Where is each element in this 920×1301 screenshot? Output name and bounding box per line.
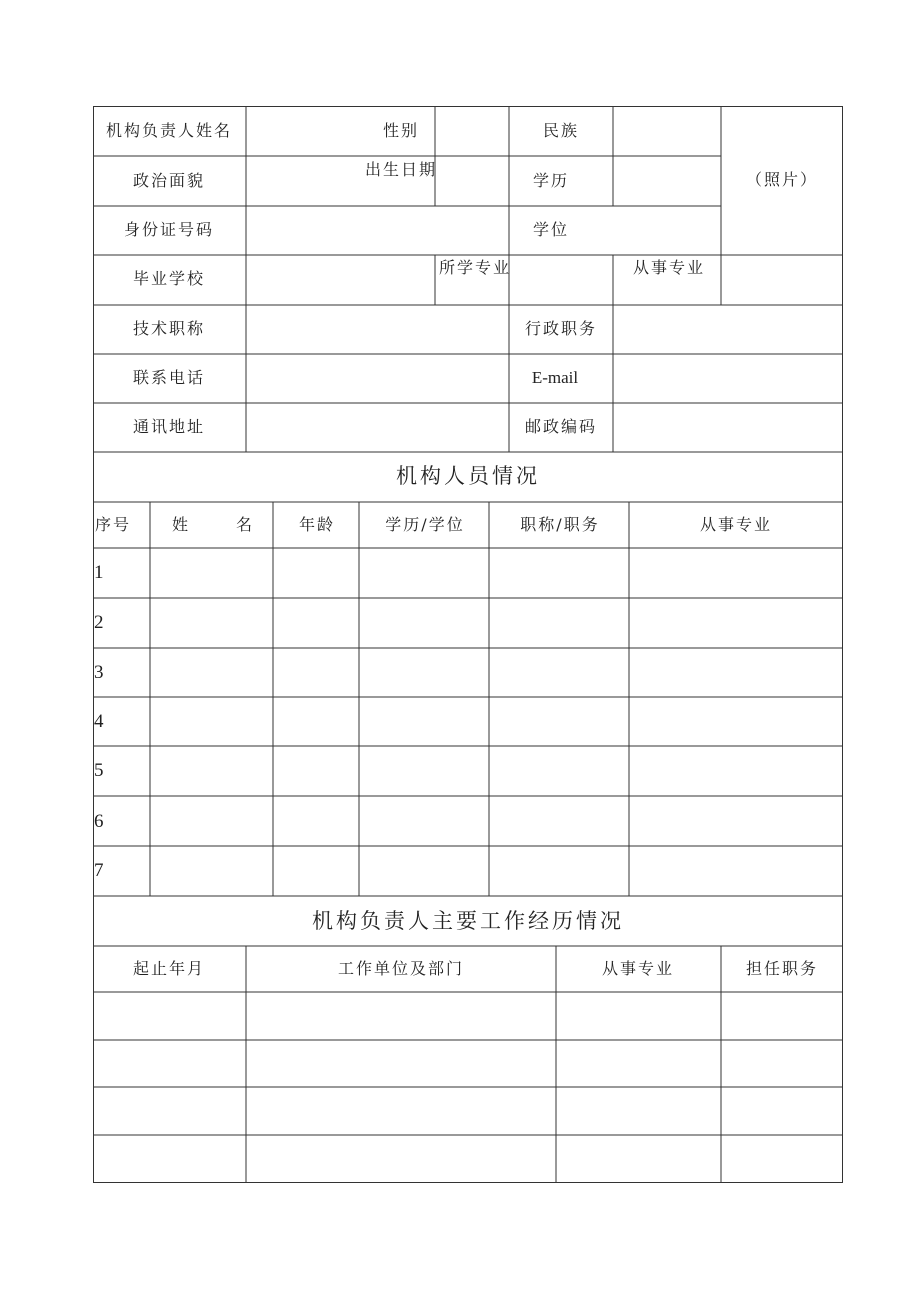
staff-col-index: 序号 [95, 515, 132, 534]
label-field: 从事专业 [633, 258, 706, 277]
staff-col-name-given: 名 [236, 515, 255, 534]
label-ethnicity: 民族 [542, 121, 580, 140]
label-birth-date: 出生日期 [365, 160, 438, 179]
label-political: 政治面貌 [132, 171, 206, 190]
staff-row-index: 7 [94, 860, 104, 881]
label-tech-title: 技术职称 [132, 319, 206, 338]
staff-col-title: 职称/职务 [520, 515, 600, 534]
staff-row-index: 1 [94, 562, 104, 583]
staff-col-age: 年龄 [298, 515, 336, 534]
history-col-unit: 工作单位及部门 [337, 959, 465, 978]
label-school: 毕业学校 [132, 269, 206, 288]
staff-row-index: 6 [94, 811, 104, 832]
staff-row-index: 3 [94, 662, 104, 683]
history-col-field: 从事专业 [601, 959, 675, 978]
registration-form [93, 106, 843, 1183]
photo-placeholder: （照片） [745, 170, 819, 189]
staff-row-index: 4 [94, 711, 104, 732]
history-heading: 机构负责人主要工作经历情况 [312, 909, 624, 933]
history-col-period: 起止年月 [132, 959, 206, 978]
staff-heading: 机构人员情况 [396, 464, 540, 488]
staff-row-index: 5 [94, 760, 104, 781]
staff-col-name-surname: 姓 [172, 515, 191, 534]
label-phone: 联系电话 [132, 368, 206, 387]
staff-col-education: 学历/学位 [385, 515, 465, 534]
label-id-number: 身份证号码 [123, 220, 215, 239]
label-name: 机构负责人姓名 [105, 121, 233, 140]
label-major: 所学专业 [439, 258, 512, 277]
label-degree: 学位 [532, 220, 570, 239]
label-email: E-mail [531, 368, 579, 387]
staff-col-field: 从事专业 [699, 515, 773, 534]
label-gender: 性别 [383, 121, 420, 140]
label-education: 学历 [532, 171, 570, 190]
staff-row-index: 2 [94, 612, 104, 633]
history-col-position: 担任职务 [745, 959, 819, 978]
label-postcode: 邮政编码 [524, 417, 598, 436]
label-admin-position: 行政职务 [524, 319, 598, 338]
label-address: 通讯地址 [132, 417, 206, 436]
